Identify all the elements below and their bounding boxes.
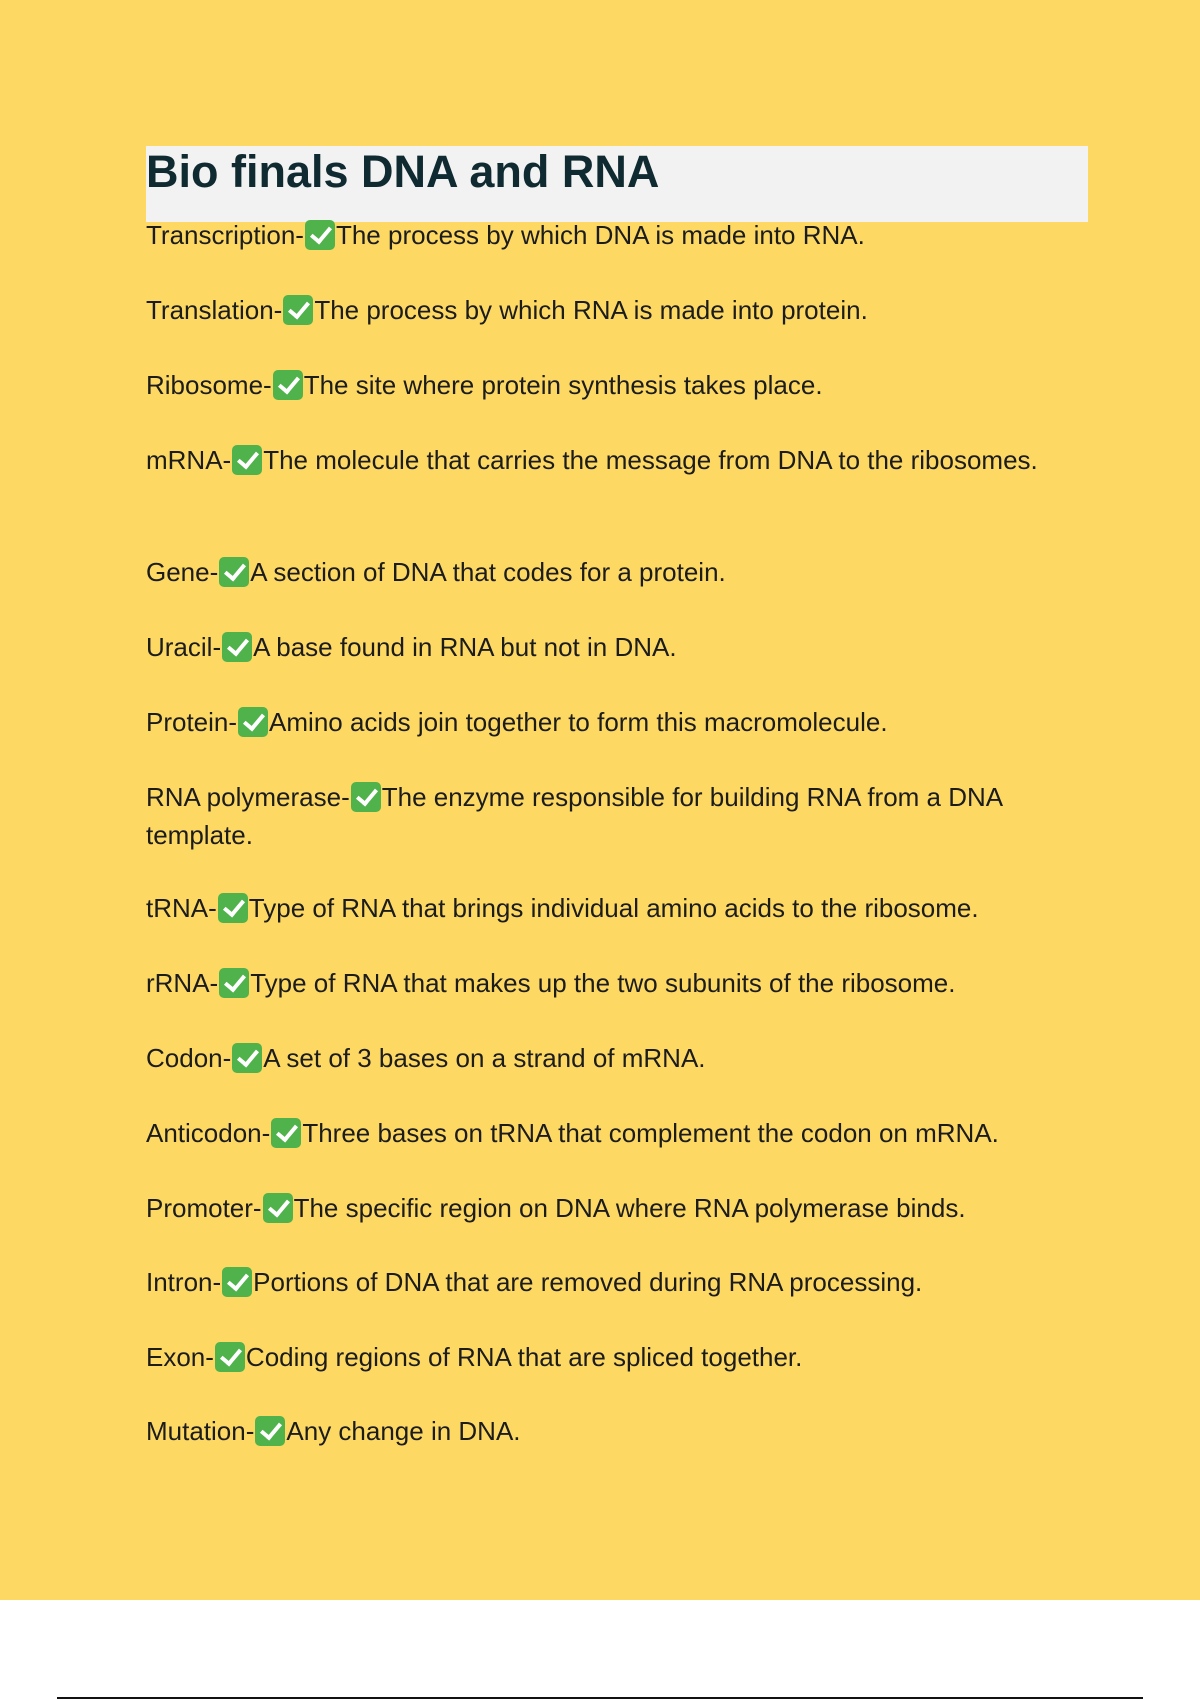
term-definition: The enzyme responsible for building RNA from a DNA template. xyxy=(146,782,1002,850)
term-label: RNA polymerase- xyxy=(146,782,350,812)
list-item xyxy=(146,366,1090,404)
term-label: mRNA- xyxy=(146,445,232,475)
term-definition: Type of RNA that brings individual amino acids to the ribosome. xyxy=(248,893,979,923)
term-definition: A section of DNA that codes for a protein. xyxy=(250,557,726,587)
footer-divider xyxy=(57,1697,1143,1699)
term-label: Ribosome- xyxy=(146,370,272,400)
term-label: Gene- xyxy=(146,557,219,587)
list-item xyxy=(146,964,1090,1002)
term-label: Intron- xyxy=(146,1267,222,1297)
page-title: Bio finals DNA and RNA xyxy=(146,146,660,197)
term-definition: Type of RNA that makes up the two subunits of the ribosome. xyxy=(250,968,956,998)
term-label: Protein- xyxy=(146,707,238,737)
list-item xyxy=(146,628,1090,666)
check-mark-icon xyxy=(238,707,268,737)
term-label: tRNA- xyxy=(146,893,217,923)
term-label: Transcription- xyxy=(146,220,304,250)
check-mark-icon xyxy=(222,632,252,662)
list-item xyxy=(146,1412,1090,1450)
check-mark-icon xyxy=(305,220,335,250)
list-item xyxy=(146,441,1090,479)
list-item xyxy=(146,216,1090,254)
list-item xyxy=(146,1039,1090,1077)
check-mark-icon xyxy=(232,445,262,475)
check-mark-icon xyxy=(283,295,313,325)
term-definition: The molecule that carries the message from DNA to the ribosomes. xyxy=(263,445,1038,475)
check-mark-icon xyxy=(273,370,303,400)
term-definition: The site where protein synthesis takes place. xyxy=(303,370,823,400)
term-definition: Three bases on tRNA that complement the codon on mRNA. xyxy=(302,1118,999,1148)
check-mark-icon xyxy=(351,782,381,812)
list-item xyxy=(146,889,1090,927)
list-item xyxy=(146,1189,1090,1227)
term-label: Translation- xyxy=(146,295,283,325)
term-definition: Amino acids join together to form this macromolecule. xyxy=(269,707,888,737)
term-definition: A set of 3 bases on a strand of mRNA. xyxy=(263,1043,706,1073)
term-definition: Coding regions of RNA that are spliced together. xyxy=(245,1342,803,1372)
term-label: Anticodon- xyxy=(146,1118,271,1148)
term-label: Uracil- xyxy=(146,632,222,662)
term-definition: Any change in DNA. xyxy=(286,1416,521,1446)
check-mark-icon xyxy=(219,557,249,587)
term-label: Codon- xyxy=(146,1043,232,1073)
term-definition: The specific region on DNA where RNA polymerase binds. xyxy=(293,1193,966,1223)
list-item xyxy=(146,1114,1090,1152)
check-mark-icon xyxy=(215,1342,245,1372)
check-mark-icon xyxy=(271,1118,301,1148)
list-item xyxy=(146,778,1090,854)
list-item xyxy=(146,291,1090,329)
list-item xyxy=(146,553,1090,591)
list-item xyxy=(146,703,1090,741)
list-item xyxy=(146,1338,1090,1376)
term-label: Exon- xyxy=(146,1342,214,1372)
term-definition: A base found in RNA but not in DNA. xyxy=(253,632,677,662)
term-label: Promoter- xyxy=(146,1193,262,1223)
check-mark-icon xyxy=(219,968,249,998)
list-item xyxy=(146,1263,1090,1301)
check-mark-icon xyxy=(232,1043,262,1073)
check-mark-icon xyxy=(255,1416,285,1446)
term-definition: The process by which RNA is made into protein. xyxy=(314,295,868,325)
check-mark-icon xyxy=(218,893,248,923)
check-mark-icon xyxy=(263,1193,293,1223)
check-mark-icon xyxy=(222,1267,252,1297)
term-label: rRNA- xyxy=(146,968,219,998)
term-definition: Portions of DNA that are removed during RNA processing. xyxy=(253,1267,923,1297)
term-definition: The process by which DNA is made into RNA. xyxy=(335,220,865,250)
term-label: Mutation- xyxy=(146,1416,255,1446)
